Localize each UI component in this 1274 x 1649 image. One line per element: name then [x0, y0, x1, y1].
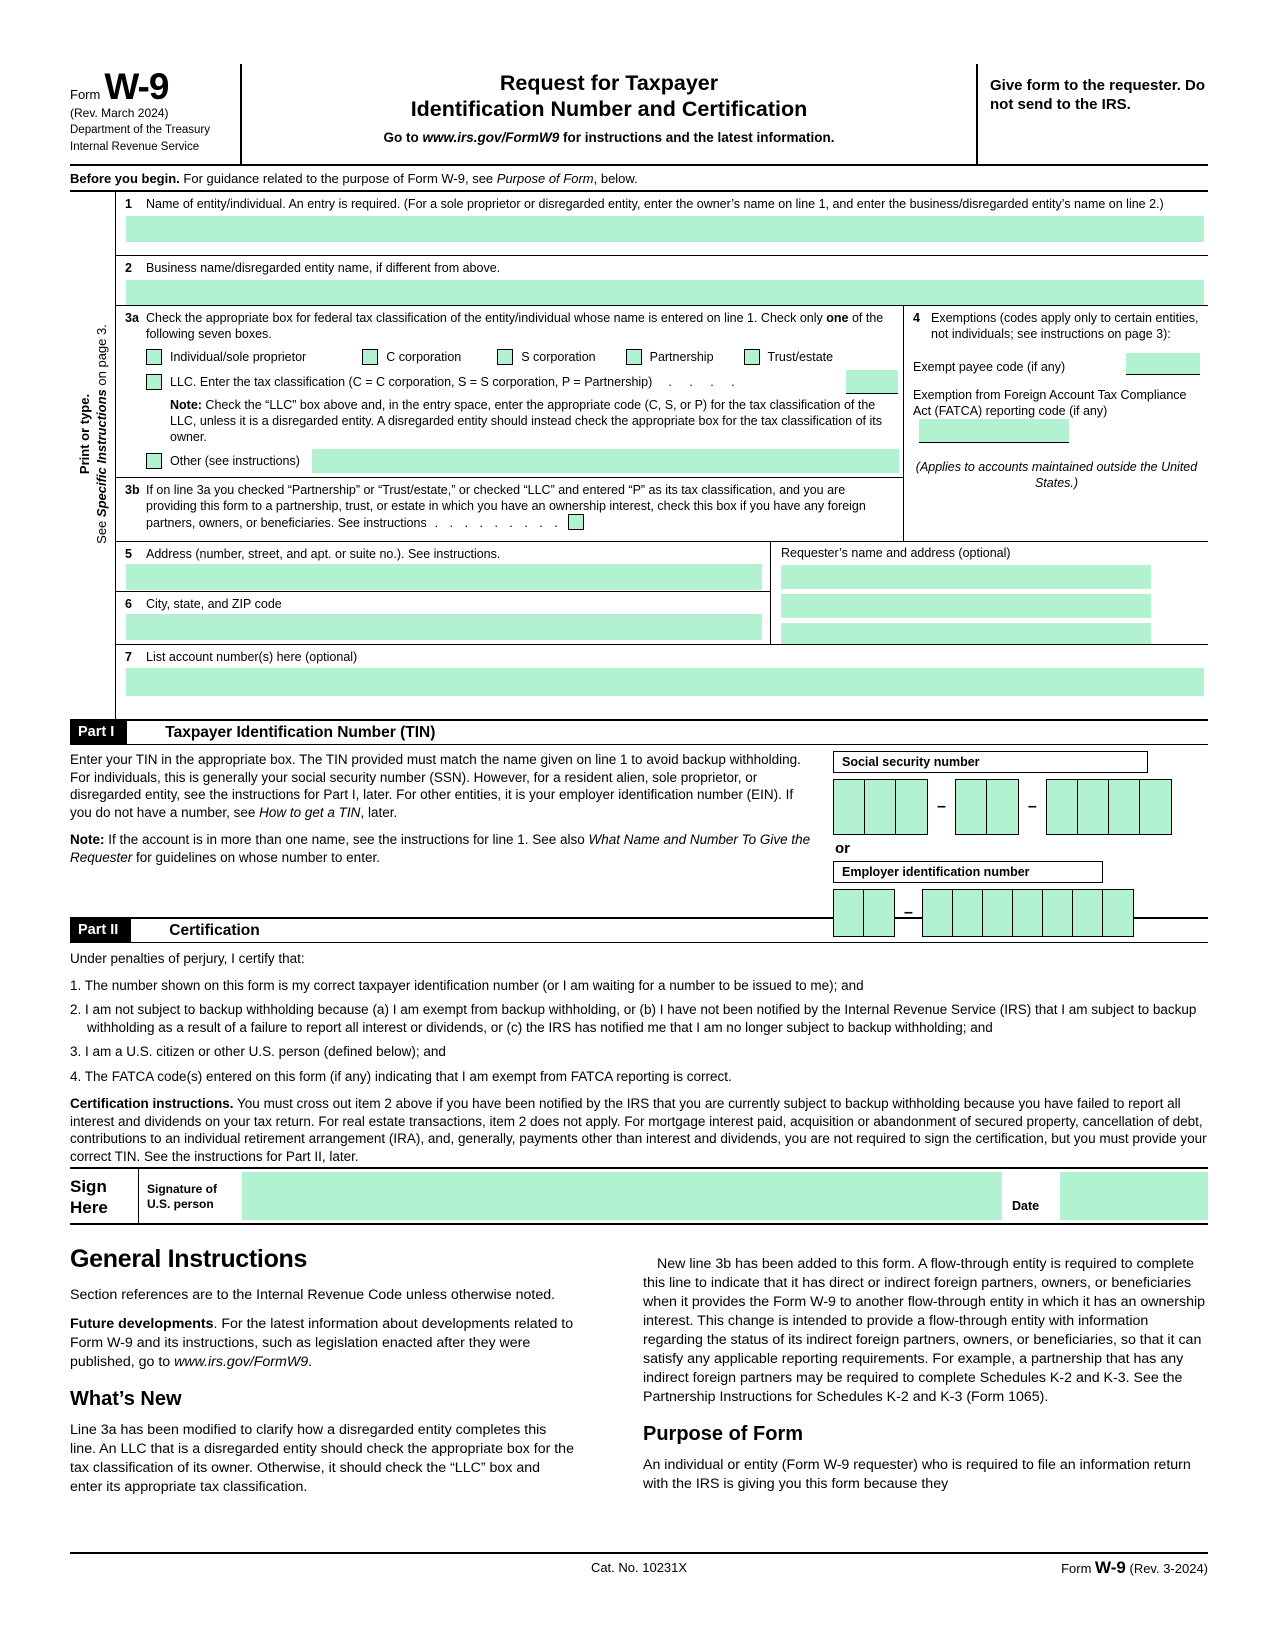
- requester-input-line2[interactable]: [781, 594, 1151, 618]
- tax-classification-options: [146, 349, 903, 365]
- exempt-payee-code-input[interactable]: [1126, 353, 1200, 375]
- ssn-digit-cell[interactable]: [956, 780, 987, 834]
- signature-caption-line1: Signature of: [147, 1182, 218, 1196]
- tin-note-italic: What Name and Number To Give the Requester: [70, 832, 811, 865]
- line5-6-row: [116, 542, 1208, 645]
- ein-digit-cell[interactable]: [1013, 890, 1043, 936]
- individual-label: Individual/sole proprietor: [170, 350, 307, 364]
- ein-group-2: [922, 889, 1134, 937]
- part1-title: Taxpayer Identification Number (TIN): [165, 723, 436, 741]
- form-title-line2: Identification Number and Certification: [410, 97, 808, 121]
- c-corporation-checkbox[interactable]: [362, 349, 378, 365]
- whats-new-heading: What’s New: [70, 1388, 182, 1410]
- fatca-row: [913, 387, 1200, 443]
- specific-instructions-label: [93, 325, 110, 545]
- line6-label: City, state, and ZIP code: [146, 597, 282, 611]
- sign-here-row: [70, 1167, 1208, 1225]
- fatca-code-input[interactable]: [919, 419, 1069, 443]
- tin-note: [70, 831, 817, 866]
- line3b-section: [116, 478, 903, 541]
- ein-label: Employer identification number: [833, 861, 1103, 883]
- llc-note: [170, 397, 895, 445]
- whats-new-paragraph: Line 3a has been modified to clarify how a disregarded entity completes this line. An LLC that is a disregarded entity should check the appropriate box for the tax classification of its owner. Otherwise, it should check the “LLC” box and enter its appropriate tax classification.: [70, 1422, 574, 1495]
- line4-label: Exemptions (codes apply only to certain entities, not individuals; see instructions on page 3):: [931, 311, 1199, 341]
- foreign-partners-checkbox[interactable]: [568, 514, 584, 530]
- line3b-change-paragraph: New line 3b has been added to this form. A flow-through entity is required to complete this line to indicate that it has direct or indirect foreign partners, owners, or beneficiaries when it provides the Form W-9 to another flow-through entity in which it has an ownership interest. This change is intended to provide a flow-through entity with information regarding the status of its indirect foreign partners, owners, or beneficiaries, so that it can satisfy any applicable reporting requirements. For example, a partnership that has any indirect foreign partners may be required to complete Schedules K-2 and K-3. See the Partnership Instructions for Schedules K-2 and K-3 (Form 1065).: [643, 1256, 1205, 1405]
- general-instructions-heading: General Instructions: [70, 1245, 308, 1273]
- print-or-type-sidebar: [70, 192, 115, 719]
- tin-note-bold: Note:: [70, 832, 105, 847]
- tin-note-text1: If the account is in more than one name, see the instructions for line 1. See also: [104, 832, 589, 847]
- certification-item-3: 3. I am a U.S. citizen or other U.S. person (defined below); and: [70, 1044, 446, 1059]
- exempt-payee-label: Exempt payee code (if any): [913, 360, 1066, 374]
- sidebar-page3: on page 3.: [93, 324, 109, 390]
- llc-note-bold: Note:: [170, 398, 202, 412]
- trust-estate-checkbox[interactable]: [744, 349, 760, 365]
- ssn-digit-cell[interactable]: [1078, 780, 1109, 834]
- instructions-section: [70, 1239, 1208, 1507]
- signature-caption-line2: U.S. person: [147, 1197, 214, 1211]
- certification-item-1: 1. The number shown on this form is my correct taxpayer identification number (or I am waiting for a number to be issued to me); and: [70, 977, 864, 993]
- before-end: , below.: [593, 171, 638, 186]
- ein-group-1: [833, 889, 895, 937]
- ssn-digit-cell[interactable]: [1109, 780, 1140, 834]
- line1-label: Name of entity/individual. An entry is required. (For a sole proprietor or disregarded entity, enter the owner’s name on line 1, and enter the business/disregarded entity’s name on line 2.): [146, 197, 1164, 211]
- form-grid: [115, 192, 1208, 719]
- tin-note-text2: for guidelines on whose number to enter.: [132, 849, 380, 865]
- footer-form-number: W-9: [1095, 1558, 1126, 1577]
- ein-digit-cell[interactable]: [953, 890, 983, 936]
- form-number: W-9: [104, 66, 169, 107]
- line5-label: Address (number, street, and apt. or suite no.). See instructions.: [146, 547, 501, 561]
- instructions-right-column: [643, 1239, 1208, 1507]
- date-label: Date: [1012, 1199, 1040, 1213]
- tin-paragraph-end: , later.: [360, 804, 398, 820]
- purpose-of-form-heading: Purpose of Form: [643, 1423, 804, 1445]
- tin-paragraph-italic: How to get a TIN: [259, 804, 361, 820]
- form-header: [70, 64, 1208, 166]
- address-input[interactable]: [126, 564, 762, 590]
- other-checkbox[interactable]: [146, 453, 162, 469]
- line2-number: 2: [125, 261, 132, 275]
- ssn-group-1: [833, 779, 928, 835]
- requester-label: Requester’s name and address (optional): [781, 546, 1011, 560]
- ssn-digit-cell[interactable]: [865, 780, 896, 834]
- line1-number: 1: [125, 197, 132, 211]
- option-partnership: [626, 349, 714, 365]
- line4-number: 4: [913, 311, 920, 325]
- exempt-payee-row: [913, 353, 1200, 375]
- ssn-digit-cell[interactable]: [1047, 780, 1078, 834]
- llc-label: LLC. Enter the tax classification (C = C corporation, S = S corporation, P = Partnership): [170, 375, 653, 389]
- ssn-label: Social security number: [833, 751, 1148, 773]
- option-individual: [146, 349, 306, 365]
- requester-column: [770, 542, 1208, 644]
- certification-instructions-bold: Certification instructions.: [70, 1096, 234, 1111]
- certification-intro: Under penalties of perjury, I certify that:: [70, 951, 305, 966]
- line7-number: 7: [125, 650, 132, 664]
- give-form-note: Give form to the requester. Do not send to the IRS.: [976, 64, 1208, 164]
- ssn-digit-cell[interactable]: [896, 780, 927, 834]
- here-word: Here: [70, 1198, 108, 1217]
- line2-business-name-input[interactable]: [126, 280, 1204, 306]
- agency-line: Internal Revenue Service: [70, 141, 200, 153]
- ssn-group-3: [1046, 779, 1172, 835]
- line3a-section: [116, 306, 903, 478]
- certification-instructions: [70, 1095, 1208, 1165]
- footer-form-id: [1061, 1558, 1208, 1578]
- before-you-begin: [70, 166, 1208, 192]
- line3a-number: 3a: [125, 311, 139, 325]
- sidebar-rotated-text: [76, 325, 110, 545]
- s-corporation-checkbox[interactable]: [497, 349, 513, 365]
- before-italic: Purpose of Form: [496, 171, 594, 186]
- part2-title: Certification: [169, 921, 260, 939]
- footer-revision: (Rev. 3-2024): [1129, 1561, 1208, 1576]
- instructions-left-column: [70, 1239, 575, 1507]
- ein-digit-cell[interactable]: [923, 890, 953, 936]
- account-numbers-input[interactable]: [126, 668, 1204, 696]
- tin-entry-column: [833, 751, 1208, 921]
- line6-number: 6: [125, 597, 132, 611]
- form-word: Form: [70, 87, 101, 102]
- goto-suffix: for instructions and the latest information.: [559, 130, 835, 145]
- form-id-block: [70, 64, 242, 164]
- other-row: [146, 449, 903, 473]
- partnership-checkbox[interactable]: [626, 349, 642, 365]
- llc-row: [146, 370, 903, 394]
- ssn-dash-2: –: [1027, 798, 1037, 815]
- llc-dot-leader: . . . .: [668, 375, 735, 389]
- part1-instructions: [70, 751, 833, 917]
- ein-digit-cell[interactable]: [1103, 890, 1133, 936]
- sidebar-see: See: [93, 517, 109, 545]
- line3a-label-t2: of the following seven boxes.: [146, 311, 884, 341]
- option-s-corporation: [497, 349, 595, 365]
- ssn-dash-1: –: [937, 798, 946, 815]
- other-label: Other (see instructions): [170, 454, 300, 468]
- certification-instructions-text: You must cross out item 2 above if you have been notified by the IRS that you are currently subject to backup withholding because you have failed to report all interest and dividends on your tax return. For real estate transactions, item 2 does not apply. For mortgage interest paid, acquisition or abandonment of secured property, cancellation of debt, contributions to an individual retirement arrangement (IRA), and, generally, payments other than interest and dividends, you are not required to sign the certification, but you must provide your correct TIN. See the instructions for Part II, later.: [70, 1096, 1207, 1164]
- ssn-group-2: [955, 779, 1019, 835]
- signature-caption: [138, 1169, 242, 1223]
- llc-note-text: Check the “LLC” box above and, in the entry space, enter the appropriate code (C, S, or P) for the tax classification of the LLC, unless it is a disregarded entity. A disregarded entity should instead check the appropriate box for the tax classification of its owner.: [170, 398, 882, 444]
- before-bold: Before you begin.: [70, 171, 180, 186]
- fatca-label: Exemption from Foreign Account Tax Compliance Act (FATCA) reporting code (if any): [913, 388, 1187, 418]
- option-c-corporation: [362, 349, 461, 365]
- partnership-label: Partnership: [649, 350, 714, 364]
- future-developments-url[interactable]: www.irs.gov/FormW9: [174, 1354, 309, 1370]
- line3b-label: [146, 482, 903, 531]
- ein-digit-cell[interactable]: [834, 890, 864, 936]
- page-footer: [70, 1552, 1208, 1578]
- part1-header: [70, 719, 1208, 745]
- date-input[interactable]: [1060, 1172, 1208, 1220]
- tin-paragraph: [70, 751, 817, 821]
- before-text: For guidance related to the purpose of Form W-9, see: [179, 171, 497, 186]
- line1-name-input[interactable]: [126, 216, 1204, 242]
- sidebar-specific-instructions: Specific Instructions: [93, 389, 109, 518]
- part1-body: [70, 745, 1208, 921]
- applies-note: (Applies to accounts maintained outside the United States.): [915, 460, 1198, 490]
- line3a-label-t1: Check the appropriate box for federal tax classification of the entity/individual whose name is entered on line 1. Check only: [146, 311, 827, 325]
- line3b-dot-leader: . . . . . . . . .: [434, 516, 558, 530]
- ein-digit-cell[interactable]: [864, 890, 894, 936]
- line3-row: [116, 306, 1208, 542]
- line2-row: [116, 256, 1208, 306]
- part1-chip: Part I: [70, 721, 127, 744]
- form-title-block: [242, 64, 976, 164]
- line4-exemptions-column: [903, 306, 1208, 541]
- future-developments-bold: Future developments: [70, 1316, 214, 1332]
- requester-input-line3[interactable]: [781, 623, 1151, 645]
- line7-row: [116, 645, 1208, 719]
- or-label: or: [835, 840, 850, 857]
- goto-prefix: Go to: [383, 130, 423, 145]
- line5-row: [116, 542, 770, 592]
- goto-instructions: [254, 130, 964, 145]
- ein-digit-cell[interactable]: [1073, 890, 1103, 936]
- line3-left-column: [116, 306, 903, 541]
- requester-input-line1[interactable]: [781, 565, 1151, 589]
- line1-row: [116, 192, 1208, 256]
- line7-label: List account number(s) here (optional): [146, 650, 358, 664]
- department-line: Department of the Treasury: [70, 124, 210, 136]
- footer-form-word: Form: [1061, 1561, 1092, 1576]
- individual-checkbox[interactable]: [146, 349, 162, 365]
- ssn-digit-cell[interactable]: [987, 780, 1018, 834]
- ein-dash: –: [904, 904, 913, 921]
- address-column: [116, 542, 770, 644]
- future-developments-end: .: [308, 1354, 313, 1370]
- sign-word: Sign: [70, 1177, 107, 1196]
- irs-url-link[interactable]: www.irs.gov/FormW9: [422, 130, 560, 145]
- other-input[interactable]: [312, 449, 899, 473]
- future-developments-paragraph: [70, 1315, 575, 1372]
- line2-label: Business name/disregarded entity name, if different from above.: [146, 261, 501, 275]
- part2-body: [70, 943, 1208, 1165]
- llc-checkbox[interactable]: [146, 374, 162, 390]
- form-revision: (Rev. March 2024): [70, 106, 169, 120]
- line3a-label: [146, 310, 903, 342]
- s-corporation-label: S corporation: [521, 350, 596, 364]
- future-developments-text: . For the latest information about developments related to Form W-9 and its instructions, such as legislation enacted after they were published, go to: [70, 1316, 574, 1370]
- section-references-paragraph: Section references are to the Internal Revenue Code unless otherwise noted.: [70, 1287, 556, 1303]
- llc-classification-input[interactable]: [846, 370, 898, 394]
- option-trust-estate: [744, 349, 834, 365]
- trust-estate-label: Trust/estate: [767, 350, 834, 364]
- purpose-paragraph: An individual or entity (Form W-9 requester) who is required to file an information return with the IRS is giving you this form because they: [643, 1457, 1191, 1492]
- signature-input[interactable]: [242, 1172, 1002, 1220]
- certification-item-2: 2. I am not subject to backup withholding because (a) I am exempt from backup withholding, or (b) I have not been notified by the Internal Revenue Service (IRS) that I am subject to backup withholding as a result of a failure to report all interest or dividends, or (c) the IRS has notified me that I am no longer subject to backup withholding; and: [70, 1002, 1197, 1035]
- sign-here-label: [70, 1169, 138, 1223]
- ein-digit-cell[interactable]: [1043, 890, 1073, 936]
- ssn-cells: [833, 779, 1208, 835]
- ein-cells: [833, 889, 1208, 937]
- ssn-digit-cell[interactable]: [1140, 780, 1171, 834]
- line3b-text: If on line 3a you checked “Partnership” or “Trust/estate,” or checked “LLC” and entered “P” as its tax classification, and you are providing this form to a partnership, trust, or estate in which you have an ownership interest, check this box if you have any foreign partners, owners, or beneficiaries. See instructions: [146, 483, 866, 530]
- form-title-line1: Request for Taxpayer: [499, 71, 719, 95]
- ssn-digit-cell[interactable]: [834, 780, 865, 834]
- tin-paragraph-text: Enter your TIN in the appropriate box. The TIN provided must match the name given on line 1 to avoid backup withholding. For individuals, this is generally your social security number (SSN). However, for a resident alien, sole proprietor, or disregarded entity, see the instructions for Part I, later. For other entities, it is your employer identification number (EIN). If you do not have a number, see: [70, 752, 801, 820]
- print-or-type-label: Print or type.: [76, 394, 92, 475]
- city-state-zip-input[interactable]: [126, 614, 762, 640]
- line3b-number: 3b: [125, 483, 140, 497]
- form-body: [70, 192, 1208, 719]
- ein-digit-cell[interactable]: [983, 890, 1013, 936]
- catalog-number: Cat. No. 10231X: [590, 1560, 688, 1575]
- line5-number: 5: [125, 547, 132, 561]
- line6-row: [116, 592, 770, 644]
- line3a-label-bold: one: [826, 311, 849, 325]
- certification-item-4: 4. The FATCA code(s) entered on this form (if any) indicating that I am exempt from FATCA reporting is correct.: [70, 1068, 732, 1084]
- part2-chip: Part II: [70, 919, 131, 942]
- c-corporation-label: C corporation: [386, 350, 462, 364]
